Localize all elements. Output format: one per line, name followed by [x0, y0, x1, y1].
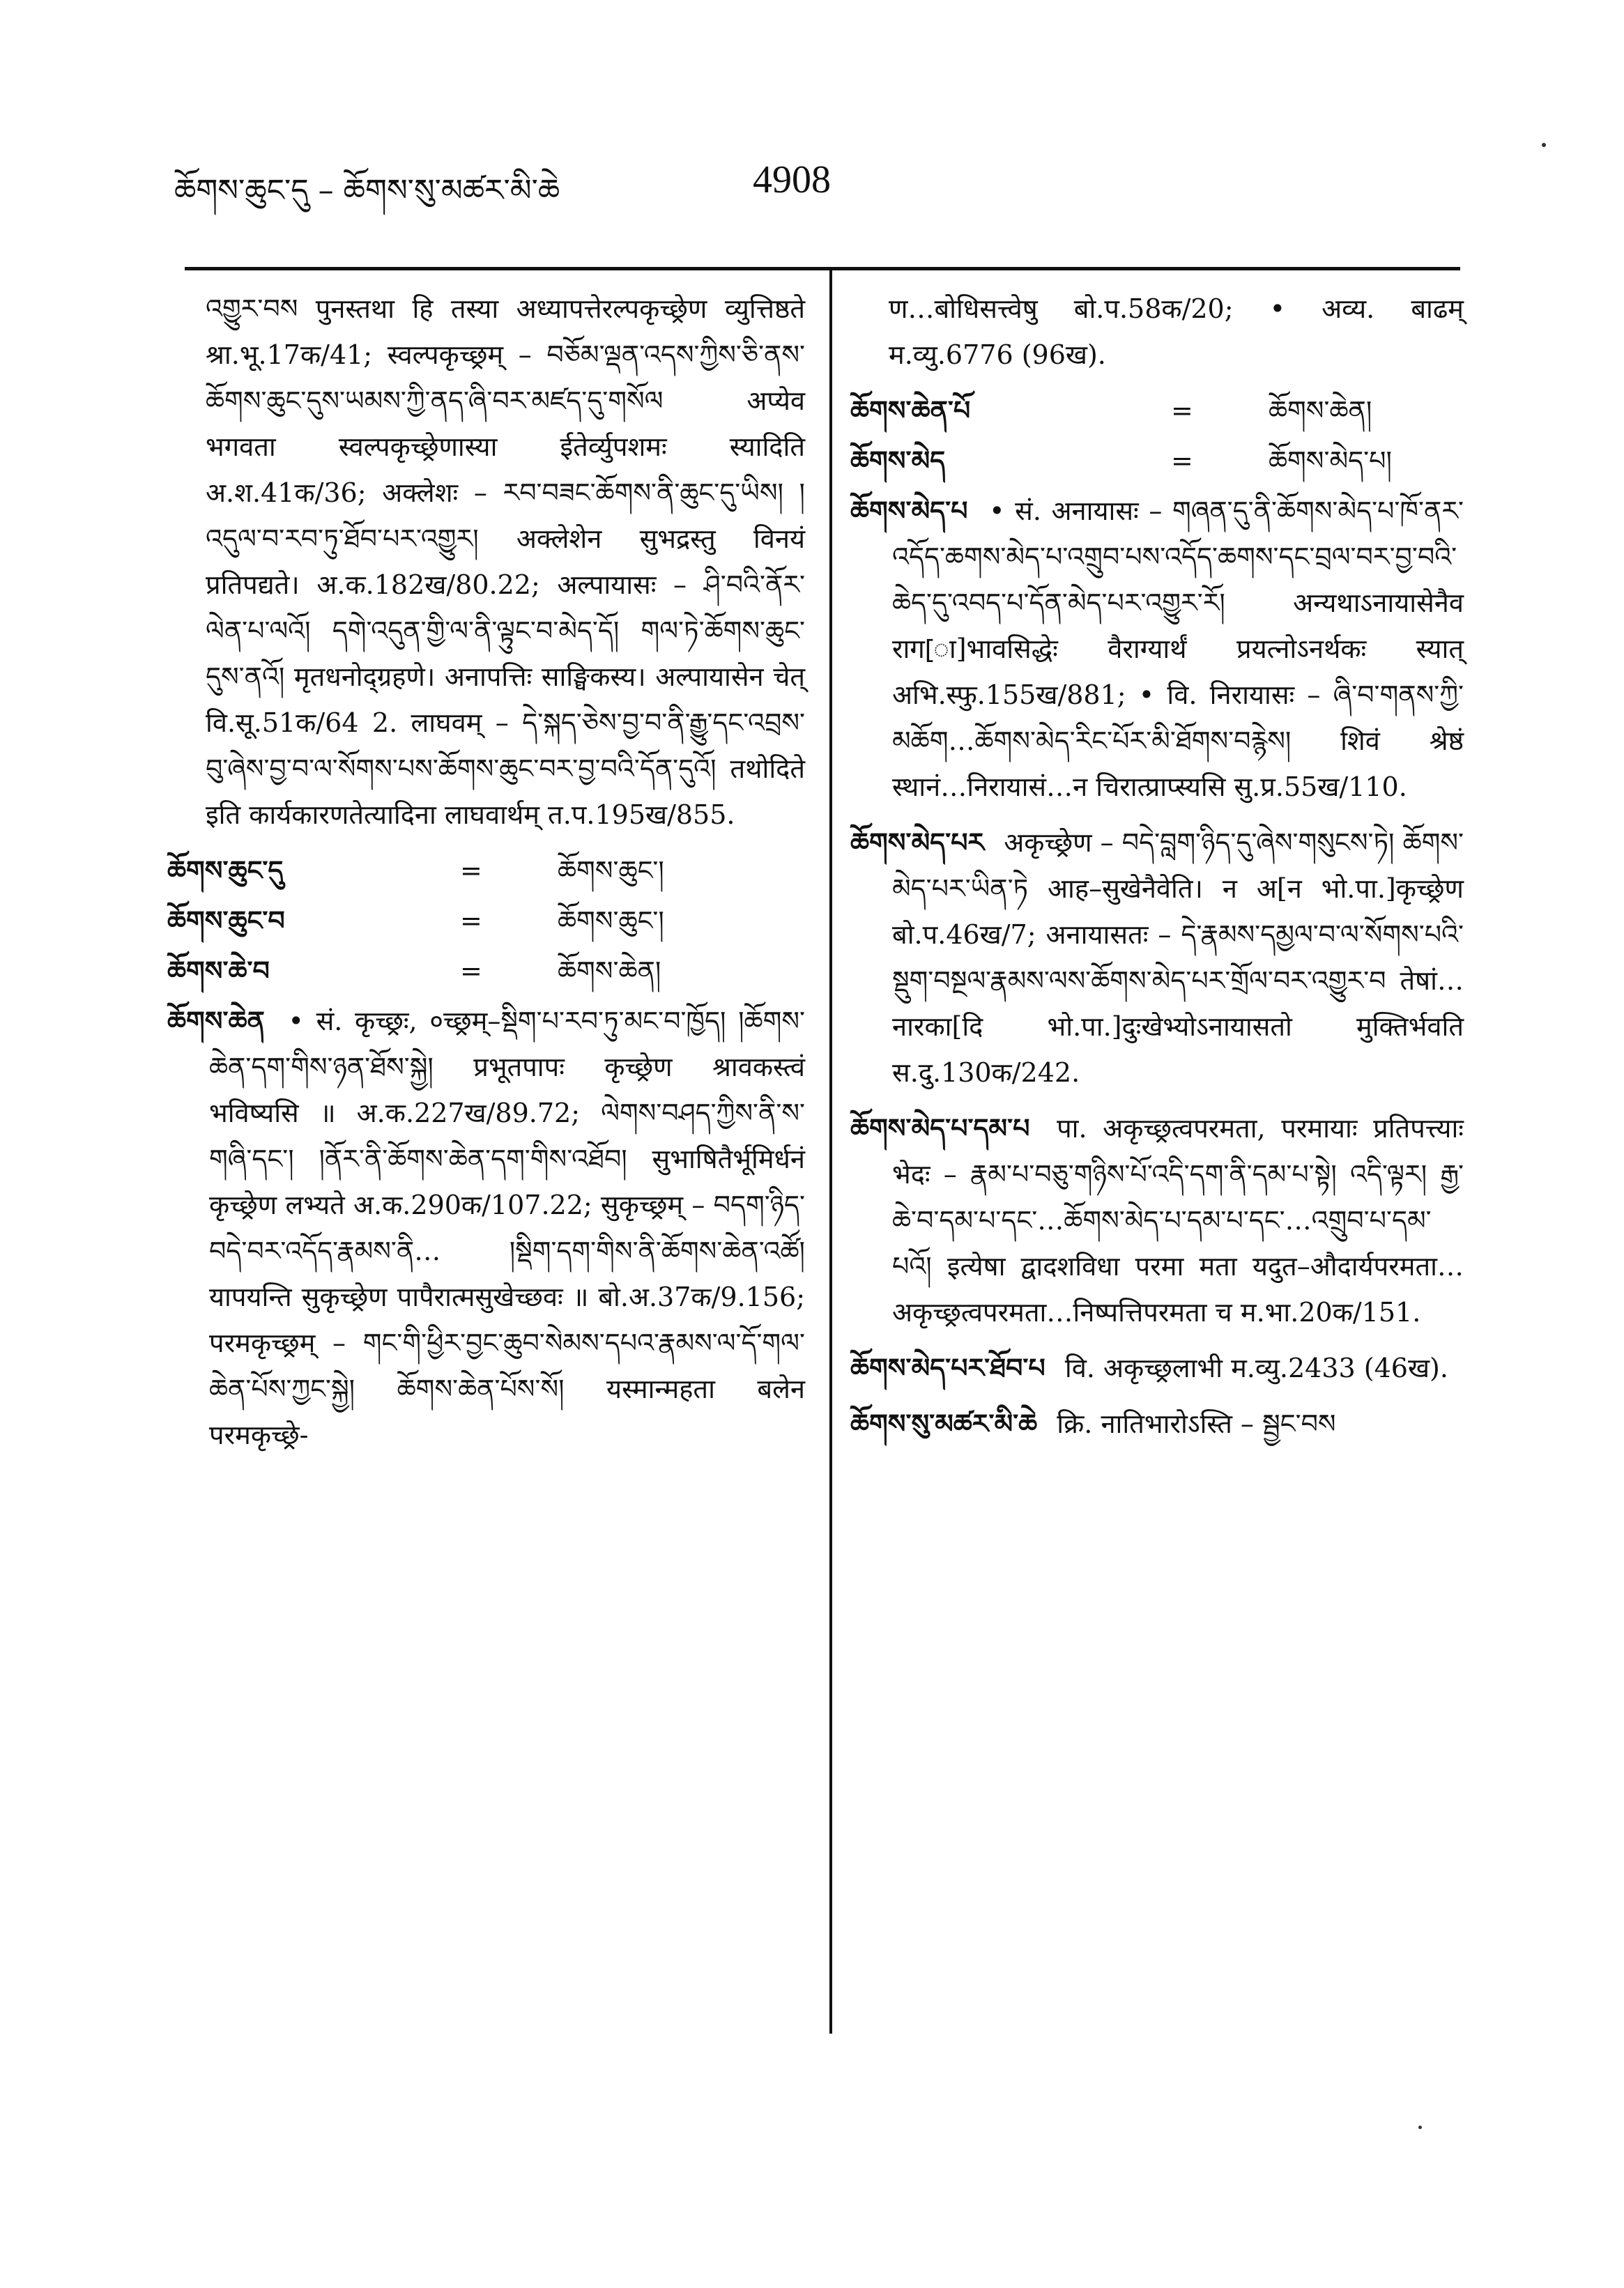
entry-continuation [850, 286, 1464, 378]
dictionary-entry [850, 488, 1464, 810]
xref-target: ཆོགས་ཆུང་། [558, 855, 664, 886]
xref-equals: = [460, 855, 482, 886]
xref-target: ཆོགས་ཆུང་། [558, 905, 664, 936]
xref-target: ཆོགས་མེད་པ། [1269, 445, 1392, 476]
entry-headword: ཆོགས་མེད་པ [850, 495, 968, 526]
dictionary-entry [850, 820, 1464, 1096]
entry-body: འགྱུར་བས पुनस्तथा हि तस्या अध्यापत्तेरल्पकृच्छ्रेण व्युत्तिष्ठते श्रा.भू.17क/41; स्वल्पकृच्छ्रम् – བཅོམ་ལྡན་འདས་ཀྱིས་ཅི་ནས་ཆོགས་ཆུང་དུས་ཡམས་ཀྱི་ནད་ཞི་བར་མཛད་དུ་གསོལ अप्येव भगवता स्वल्पकृच्छ्रेणास्या ईतेर्व्युपशमः स्यादिति अ.श.41क/36; अक्लेशः – རབ་བཟང་ཆོགས་ནི་ཆུང་དུ་ཡིས། །འདུལ་བ་རབ་ཏུ་ཐོབ་པར་འགྱུར། अक्लेशेन सुभद्रस्तु विनयं प्रतिपद्यते। अ.क.182ख/80.22; अल्पायासः – ཤི་བའི་ནོར་ལེན་པ་ལའོ། དགེ་འདུན་གྱི་ལ་ནི་ལྟུང་བ་མེད་དོ། གལ་ཏེ་ཆོགས་ཆུང་དུས་ནའོ། मृतधनोद्ग्रहणे। अनापत्तिः साङ्घिकस्य। अल्पायासेन चेत् वि.सू.51क/64 2. लाघवम् – དེ་སྐད་ཅེས་བྱ་བ་ནི་རྒྱུ་དང་འབྲས་བུ་ཞེས་བྱ་བ་ལ་སོགས་པས་ཆོགས་ཆུང་བར་བྱ་བའི་དོན་དུའོ། तथोदिते इति कार्यकारणतेत्यादिना लाघवार्थम् त.प.195ख/855. [206, 293, 805, 830]
entry-body: • सं. अनायासः – གཞན་དུ་ནི་ཆོགས་མེད་པ་ཁོ་ནར་འདོད་ཆགས་མེད་པ་འགྲུབ་པས་འདོད་ཆགས་དང་བྲལ་བར་བྱ་བའི་ཆེད་དུ་འབད་པ་དོན་མེད་པར་འགྱུར་རོ། अन्यथाऽनायासेनैव राग[ा]भावसिद्धेः वैराग्यार्थं प्रयत्नोऽनर्थकः स्यात् अभि.स्फु.155ख/881; • वि. निरायासः – ཞི་བ་གནས་ཀྱི་མཆོག…ཆོགས་མེད་རིང་པོར་མི་ཐོགས་བརྙེས། शिवं श्रेष्ठं स्थानं…निरायासं…न चिरात्प्राप्स्यसि सु.प्र.55ख/110. [892, 496, 1464, 802]
left-column [167, 286, 805, 1468]
entry-body: क्रि. नातिभारोऽस्ति – སྦྱང་བས [1057, 1408, 1336, 1439]
dictionary-entry [850, 1345, 1464, 1391]
entry-headword: ཆོགས་མེད་པར [850, 827, 985, 858]
dictionary-entry [850, 1105, 1464, 1335]
xref-equals: = [460, 955, 482, 986]
xref-equals: = [1171, 445, 1193, 476]
xref-equals: = [460, 905, 482, 936]
cross-reference [167, 847, 805, 893]
xref-target: ཆོགས་ཆེན། [1269, 395, 1372, 426]
cross-reference [167, 948, 805, 994]
xref-term: ཆོགས་ཆུང་བ [167, 905, 285, 936]
scan-speck [1542, 143, 1546, 147]
cross-reference [167, 898, 805, 944]
entry-headword: ཆོགས་ཆེན [167, 1005, 265, 1036]
right-column [850, 286, 1464, 1457]
entry-continuation [167, 286, 805, 838]
entry-body: पा. अकृच्छ्रत्वपरमता, परमायाः प्रतिपत्त्याः भेदः – རྣམ་པ་བཅུ་གཉིས་པོ་འདི་དག་ནི་དམ་པ་སྟེ། འདི་ལྟར། རྒྱ་ཆེ་བ་དམ་པ་དང་…ཆོགས་མེད་པ་དམ་པ་དང་…འགྲུབ་པ་དམ་པའོ། इत्येषा द्वादशविधा परमा मता यदुत–औदार्यपरमता…अकृच्छ्रत्वपरमता…निष्पत्तिपरमता च म.भा.20क/151. [892, 1113, 1464, 1328]
xref-term: ཆོགས་མེད [850, 445, 946, 476]
header-rule [185, 267, 1460, 270]
dictionary-entry [167, 998, 805, 1458]
xref-term: ཆོགས་ཆེ་བ [167, 955, 270, 986]
running-head: ཆོགས་ཆུང་དུ – ཆོགས་སུ་མཚར་མི་ཆེ [174, 173, 560, 208]
xref-target: ཆོགས་ཆེན། [558, 955, 661, 986]
entry-headword: ཆོགས་མེད་པར་ཐོབ་པ [850, 1352, 1045, 1383]
xref-equals: = [1171, 395, 1193, 426]
column-divider [829, 270, 832, 2034]
entry-body: ण…बोधिसत्त्वेषु बो.प.58क/20; • अव्य. बाढम् म.व्यु.6776 (96ख). [889, 293, 1464, 370]
xref-term: ཆོགས་ཆུང་དུ [167, 854, 284, 886]
xref-term: ཆོགས་ཆེན་པོ [850, 394, 971, 426]
dictionary-entry [850, 1401, 1464, 1447]
page-number: 4908 [753, 158, 831, 201]
entry-body: अकृच्छ्रेण – བདེ་བླག་ཉིད་དུ་ཞེས་གསུངས་ཏེ། ཆོགས་མེད་པར་ཡིན་ཏེ आह–सुखेनैवेति। न अ[न भो.पा.]कृच्छ्रेण बो.प.46ख/7; अनायासतः – དེ་རྣམས་དམྱལ་བ་ལ་སོགས་པའི་སྡུག་བསྔལ་རྣམས་ལས་ཆོགས་མེད་པར་གྲོལ་བར་འགྱུར་བ तेषां…नारका[दि भो.पा.]दुःखेभ्योऽनायासतो मुक्तिर्भवति स.दु.130क/242. [892, 827, 1464, 1088]
entry-headword: ཆོགས་སུ་མཚར་མི་ཆེ [850, 1408, 1038, 1439]
entry-headword: ཆོགས་མེད་པ་དམ་པ [850, 1112, 1030, 1144]
scan-speck [1418, 2126, 1422, 2129]
cross-reference [850, 438, 1464, 484]
cross-reference [850, 387, 1464, 433]
entry-body: वि. अकृच्छ्रलाभी म.व्यु.2433 (46ख). [1064, 1353, 1448, 1383]
entry-body: • सं. कृच्छ्रः, ०च्छ्रम्–སྡིག་པ་རབ་ཏུ་མང་བ་ཁྱོད། །ཆོགས་ཆེན་དག་གིས་ཉན་ཐོས་སྐྱེ། प्रभूतपापः कृच्छ्रेण श्रावकस्त्वं भविष्यसि ॥ अ.क.227ख/89.72; ལེགས་བཤད་ཀྱིས་ནི་ས་གཞི་དང་། །ནོར་ནི་ཆོགས་ཆེན་དག་གིས་འཐོབ། सुभाषितैर्भूमिर्धनं कृच्छ्रेण लभ्यते अ.क.290क/107.22; सुकृच्छ्रम् – བདག་ཉིད་བདེ་བར་འདོད་རྣམས་ནི… །སྡིག་དག་གིས་ནི་ཆོགས་ཆེན་འཚོ། यापयन्ति सुकृच्छ्रेण पापैरात्मसुखेच्छवः ॥ बो.अ.37क/9.156; परमकृच्छ्रम् – གང་གི་ཕྱིར་བྱང་ཆུབ་སེམས་དཔའ་རྣམས་ལ་དོ་གལ་ཆེན་པོས་ཀྱང་སྐྱེ། ཆོགས་ཆེན་པོས་སོ། यस्मान्महता बलेन परमकृच्छ्रे- [209, 1006, 805, 1450]
